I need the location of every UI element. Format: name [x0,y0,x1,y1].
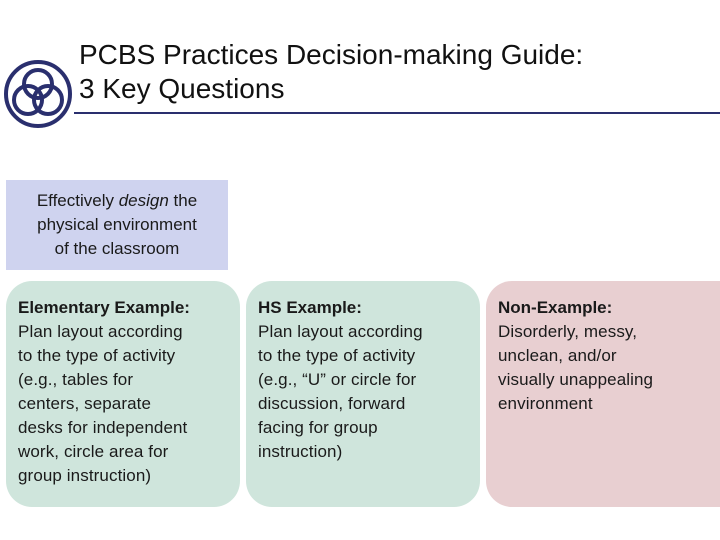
title-line-2: 3 Key Questions [79,73,285,104]
card-body: Plan layout according to the type of activity (e.g., tables for centers, separate desks for independent work, circle area for group instruction) [18,322,188,485]
card-heading: Non-Example: [498,298,613,317]
non-example-card [486,281,720,507]
design-environment-box [6,180,228,270]
elementary-example-card [6,281,240,507]
interlocking-circles-logo-icon [2,58,74,130]
card-heading: HS Example: [258,298,362,317]
title-divider [74,112,720,114]
card-body: Disorderly, messy, unclean, and/or visually unappealing environment [498,322,654,413]
card-body: Plan layout according to the type of activity (e.g., “U” or circle for discussion, forward facing for group instruction) [258,322,423,461]
page-title [79,38,709,106]
design-box-emphasis: design [118,191,169,210]
title-line-1: PCBS Practices Decision-making Guide: [79,39,584,70]
card-heading: Elementary Example: [18,298,190,317]
hs-example-card [246,281,480,507]
design-box-suffix: the physical environment of the classroom [37,191,198,258]
design-box-prefix: Effectively [36,191,119,210]
